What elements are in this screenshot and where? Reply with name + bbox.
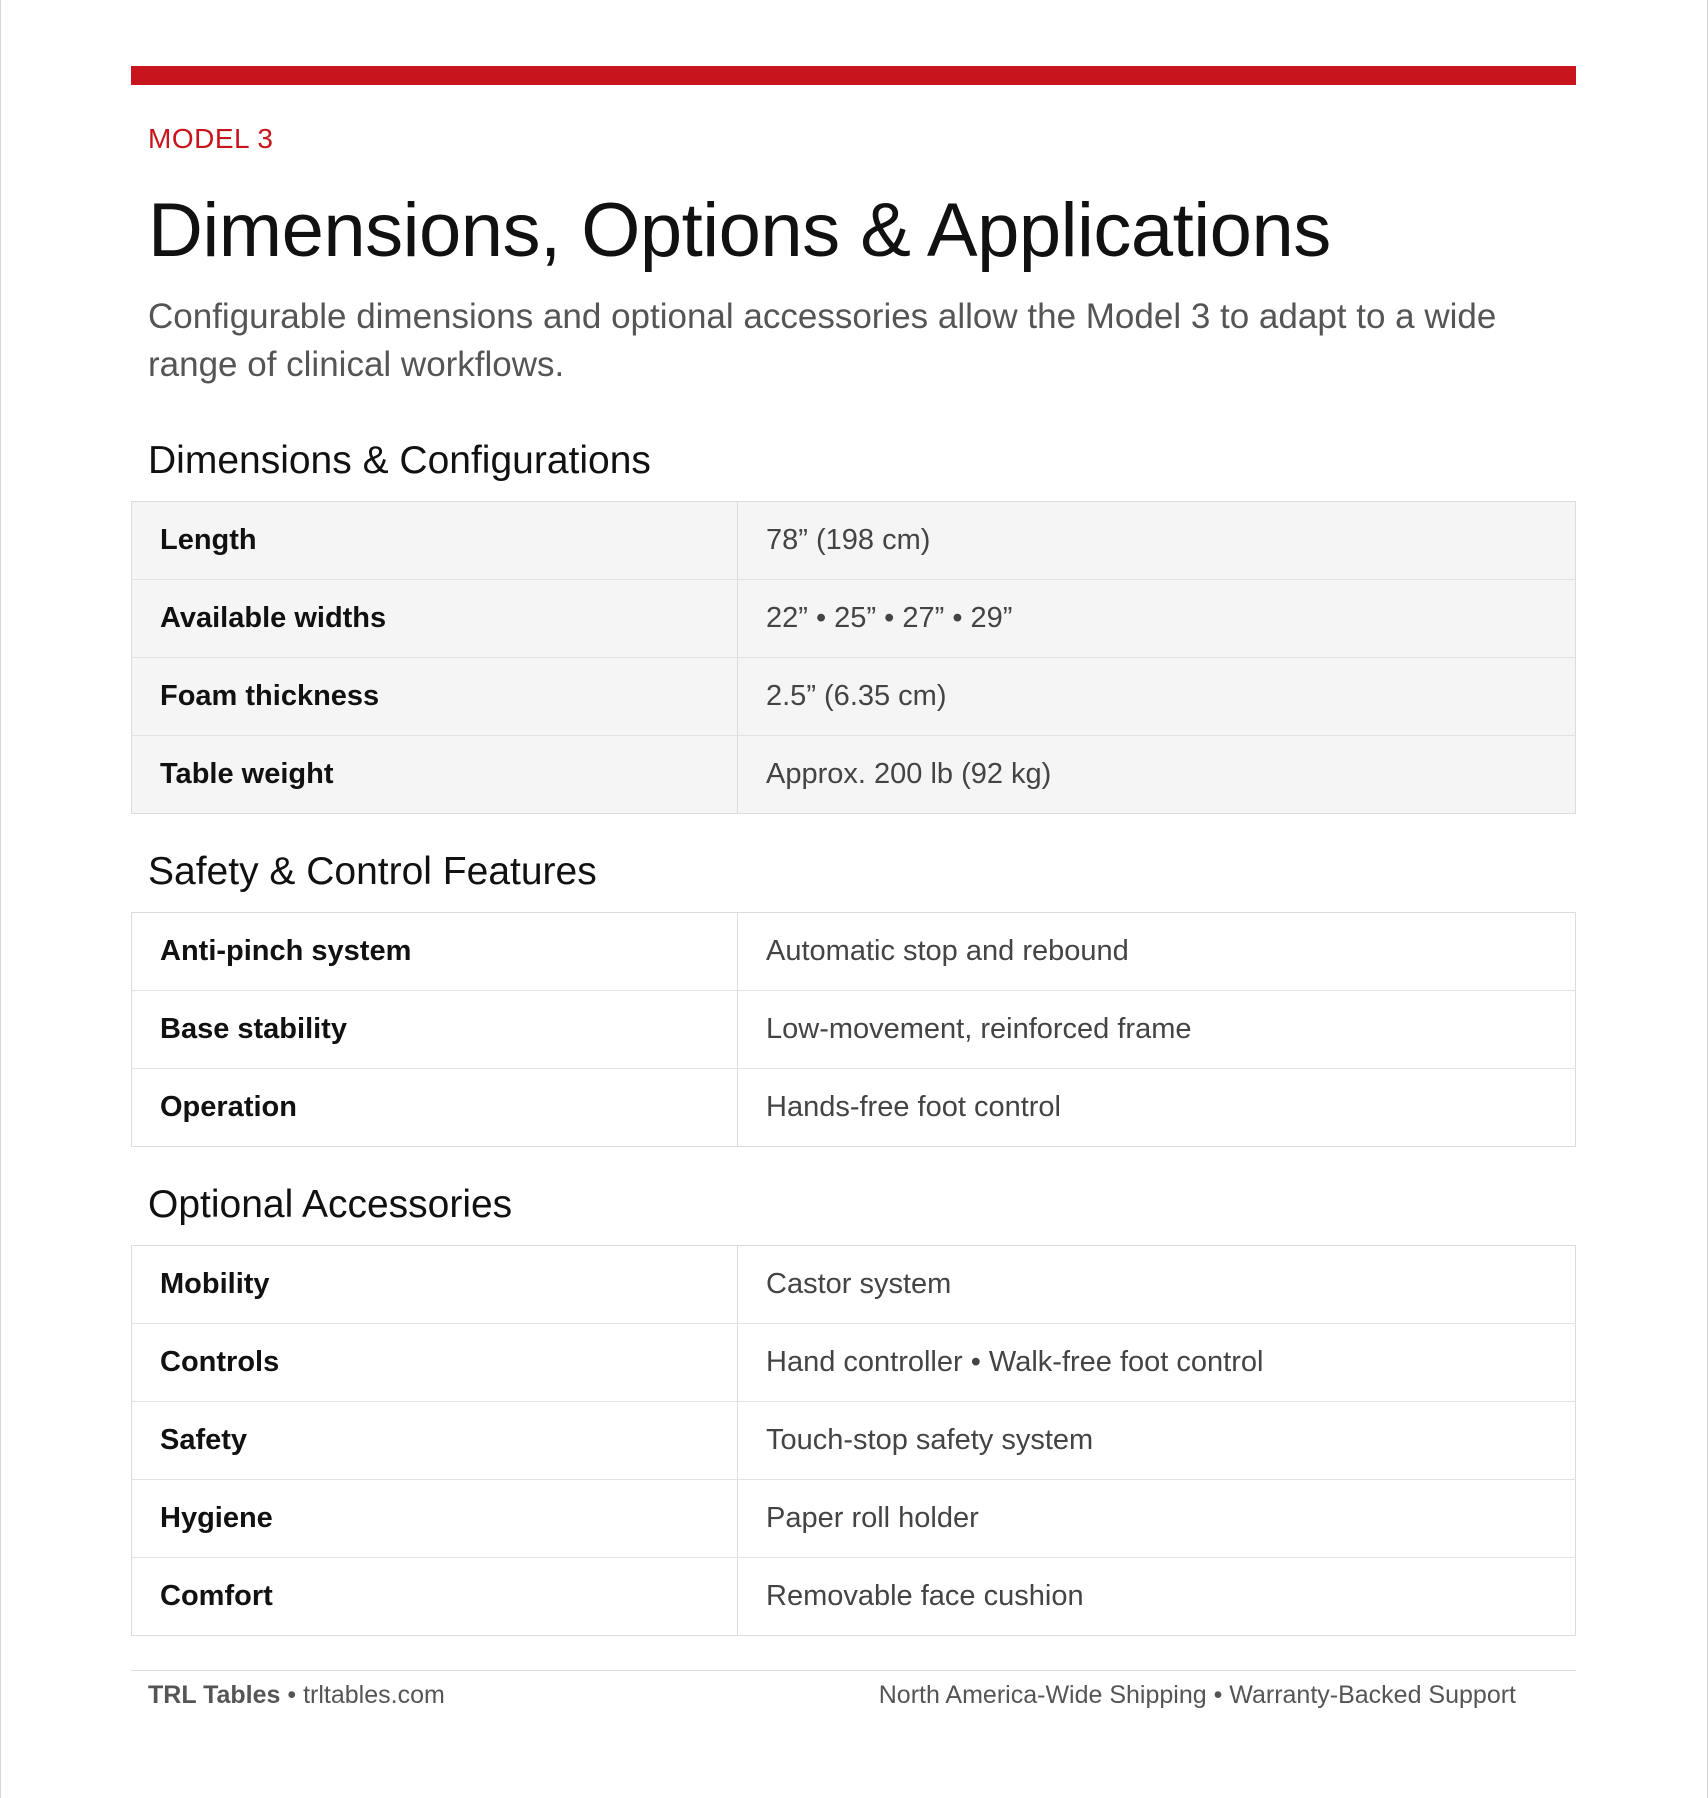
table-row [132,1558,1576,1636]
row-value: 78” (198 cm) [738,502,1576,580]
page-title: Dimensions, Options & Applications [148,188,1331,273]
row-value: Paper roll holder [738,1480,1576,1558]
table-row [132,736,1576,814]
table-row [132,1324,1576,1402]
row-label: Safety [132,1402,738,1480]
row-value: Removable face cushion [766,1580,1084,1612]
row-value: 22” • 25” • 27” • 29” [738,580,1576,658]
model-label: MODEL 3 [148,123,274,154]
safety-table [131,912,1576,1147]
dimensions-table [131,501,1576,814]
footer-left [148,1681,445,1710]
content [131,66,1576,1710]
section-title-dimensions: Dimensions & Configurations [148,439,651,482]
table-row [132,913,1576,991]
table-row [132,991,1576,1069]
table-row [132,1402,1576,1480]
table-row [132,1246,1576,1324]
row-value: Touch-stop safety system [738,1402,1576,1480]
row-value: Approx. 200 lb (92 kg) [738,736,1576,814]
footer-brand: TRL Tables [148,1681,281,1709]
row-label: Operation [132,1069,738,1147]
section-title-accessories: Optional Accessories [148,1183,513,1226]
row-value: Hand controller • Walk-free foot control [738,1324,1576,1402]
table-row [132,1069,1576,1147]
row-value: Automatic stop and rebound [738,913,1576,991]
row-value: 2.5” (6.35 cm) [738,658,1576,736]
row-value: Hands-free foot control [766,1091,1061,1123]
row-label: Mobility [132,1246,738,1324]
row-label: Hygiene [132,1480,738,1558]
footer-tagline: North America-Wide Shipping • Warranty-Backed Support [878,1681,1516,1709]
row-label: Comfort [132,1558,738,1636]
row-value: Low-movement, reinforced frame [738,991,1576,1069]
footer-website[interactable]: trltables.com [303,1681,445,1709]
row-label: Length [132,502,738,580]
row-value: Castor system [738,1246,1576,1324]
row-label: Table weight [132,736,738,814]
row-label: Foam thickness [132,658,738,736]
table-row [132,502,1576,580]
accessories-table [131,1245,1576,1636]
row-label: Available widths [132,580,738,658]
row-label: Anti-pinch system [132,913,738,991]
accent-bar [131,66,1576,85]
row-label: Base stability [132,991,738,1069]
table-row [132,580,1576,658]
table-row [132,658,1576,736]
footer-separator: • [280,1681,304,1709]
table-row [132,1480,1576,1558]
footer [131,1670,1576,1710]
section-title-safety: Safety & Control Features [148,850,597,893]
row-label: Controls [132,1324,738,1402]
page-subtitle: Configurable dimensions and optional accessories allow the Model 3 to adapt to a wide range of clinical workflows. [148,297,1497,384]
